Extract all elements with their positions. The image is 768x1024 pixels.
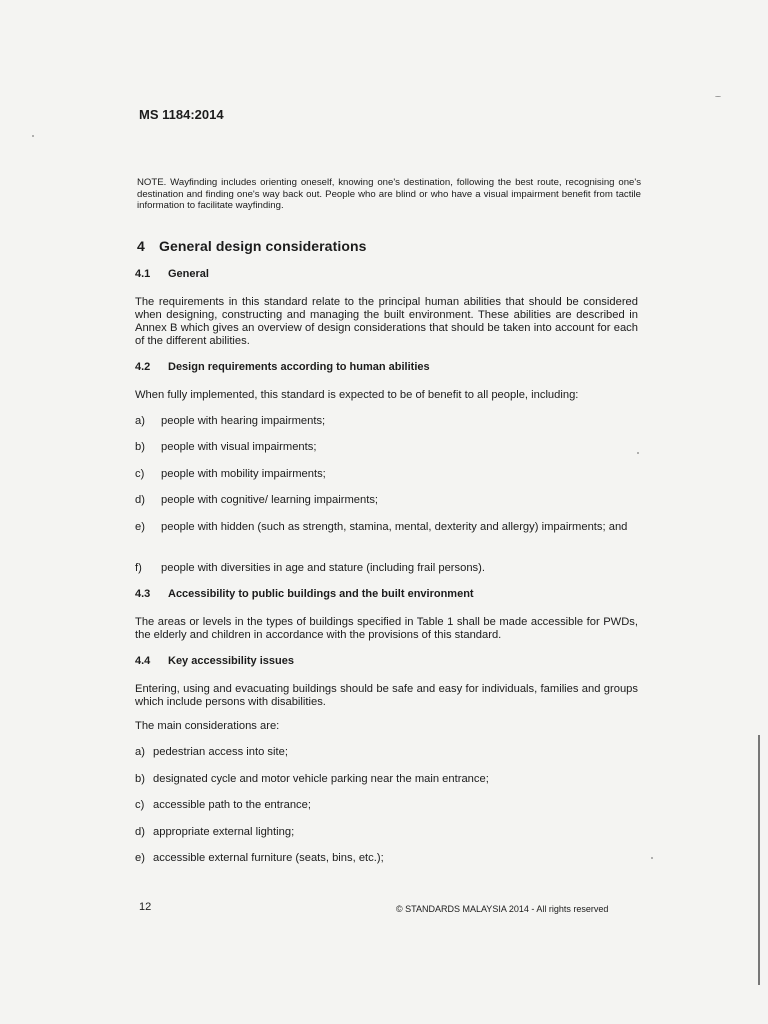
- list-marker: a): [135, 415, 145, 427]
- list-text: people with visual impairments;: [161, 441, 317, 453]
- section-number: 4.1: [135, 268, 151, 280]
- list-text: appropriate external lighting;: [153, 826, 295, 838]
- list-marker: b): [135, 441, 145, 453]
- list-text: people with mobility impairments;: [161, 468, 326, 480]
- list-marker: d): [135, 826, 145, 838]
- section-4-4-intro: The main considerations are:: [135, 720, 280, 732]
- list-marker: f): [135, 562, 142, 574]
- list-marker: c): [135, 468, 145, 480]
- scan-speck: [651, 857, 653, 859]
- scan-edge-line: [758, 735, 760, 985]
- section-4-1-heading: [135, 268, 209, 280]
- list-text: designated cycle and motor vehicle parking near the main entrance;: [153, 773, 489, 785]
- section-4-4-text: Entering, using and evacuating buildings should be safe and easy for individuals, families and groups which include persons with disabilities.: [135, 683, 638, 708]
- scan-speck: [32, 135, 34, 137]
- list-text: people with hearing impairments;: [161, 415, 326, 427]
- section-title: Key accessibility issues: [168, 655, 294, 667]
- list-text: people with cognitive/ learning impairments;: [161, 494, 379, 506]
- document-id: MS 1184:2014: [139, 107, 224, 122]
- list-marker: b): [135, 773, 145, 785]
- section-title: Design requirements according to human abilities: [168, 361, 430, 373]
- list-text: people with diversities in age and stature (including frail persons).: [161, 562, 485, 574]
- section-4-1-text: The requirements in this standard relate to the principal human abilities that should be considered when designing, constructing and managing the built environment. These abilities are described in Annex B which gives an overview of design considerations that should be taken into account for each of the different abilities.: [135, 296, 638, 347]
- list-text: accessible external furniture (seats, bins, etc.);: [153, 852, 384, 864]
- list-marker: c): [135, 799, 145, 811]
- section-4-2-heading: [135, 361, 430, 373]
- list-marker: e): [135, 852, 145, 864]
- page-number: 12: [139, 901, 152, 913]
- scan-speck: [637, 452, 639, 454]
- section-title: General: [168, 268, 209, 280]
- section-number: 4: [137, 238, 145, 254]
- list-marker: d): [135, 494, 145, 506]
- section-4-2-intro: When fully implemented, this standard is expected to be of benefit to all people, including:: [135, 389, 579, 401]
- section-number: 4.2: [135, 361, 151, 373]
- section-4-3-text: The areas or levels in the types of buildings specified in Table 1 shall be made accessible for PWDs, the elderly and children in accordance with the provisions of this standard.: [135, 616, 638, 641]
- list-text: pedestrian access into site;: [153, 746, 288, 758]
- list-marker: a): [135, 746, 145, 758]
- section-4-heading: [137, 238, 367, 254]
- section-4-3-heading: [135, 588, 474, 600]
- section-number: 4.3: [135, 588, 151, 600]
- wayfinding-note: NOTE. Wayfinding includes orienting oneself, knowing one's destination, following the best route, recognising one's destination and finding one's way back out. People who are blind or who have a visual impairment benefit from tactile information to facilitate wayfinding.: [137, 177, 641, 211]
- list-text: people with hidden (such as strength, stamina, mental, dexterity and allergy) impairments; and: [161, 521, 628, 533]
- section-number: 4.4: [135, 655, 151, 667]
- list-text: accessible path to the entrance;: [153, 799, 311, 811]
- section-4-4-heading: [135, 655, 294, 667]
- scan-speck: [715, 96, 721, 97]
- copyright-notice: © STANDARDS MALAYSIA 2014 - All rights reserved: [396, 904, 609, 914]
- section-title: General design considerations: [159, 238, 367, 254]
- section-title: Accessibility to public buildings and the built environment: [168, 588, 474, 600]
- list-marker: e): [135, 521, 145, 533]
